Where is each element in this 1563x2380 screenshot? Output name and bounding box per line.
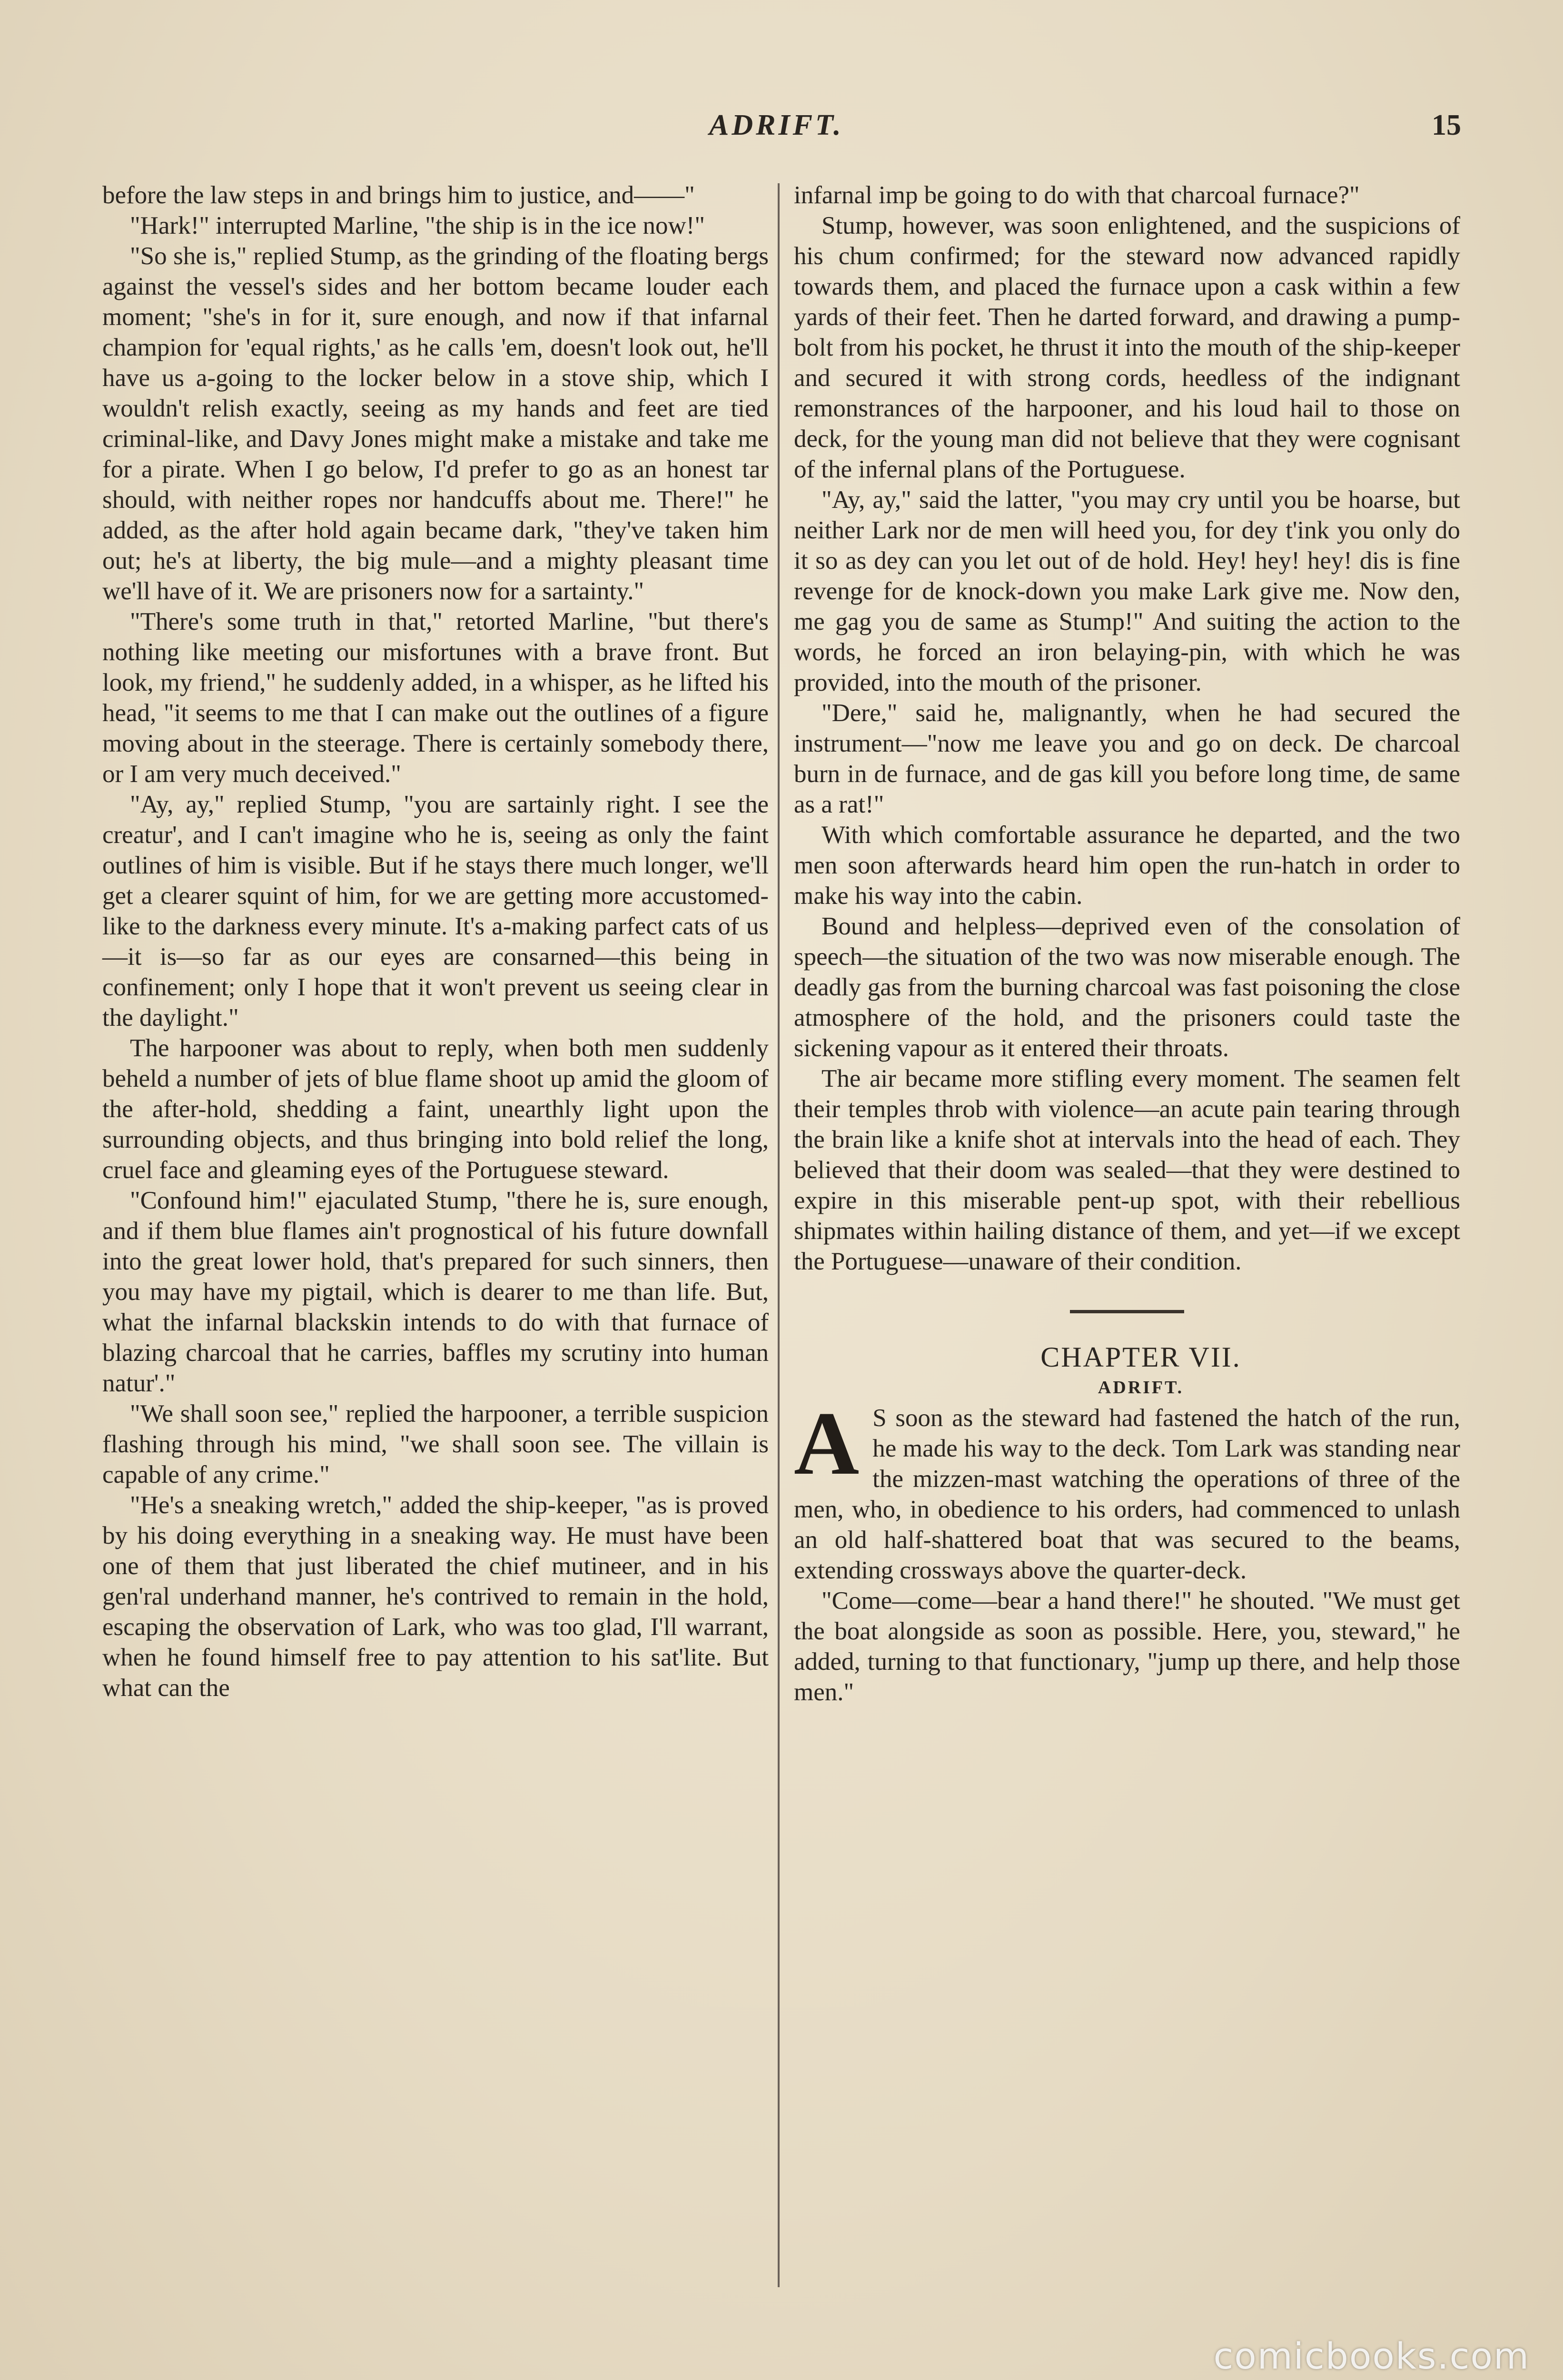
- left-column: [102, 180, 769, 1703]
- paragraph: before the law steps in and brings him to justice, and——": [102, 181, 695, 209]
- paragraph: "Confound him!" ejaculated Stump, "there he is, sure enough, and if them blue flames ain't prognostical of his future downfall into the great lower hold, that's prepared for such sinners, then you may have my pigtail, which is dearer to me than life. But, what the infarnal blackskin intends to do with that furnace of blazing charcoal that he carries, baffles my scrutiny into human natur'.": [102, 1187, 769, 1397]
- paragraph: Bound and helpless—deprived even of the consolation of speech—the situation of the two was now miserable enough. The deadly gas from the burning charcoal was fast poisoning the close atmosphere of the hold, and the prisoners could taste the sickening vapour as it entered their throats.: [794, 912, 1460, 1062]
- watermark: comicbooks.com: [1213, 2335, 1530, 2377]
- paragraph: "There's some truth in that," retorted Marline, "but there's nothing like meeting our misfortunes with a brave front. But look, my friend," he suddenly added, in a whisper, as he lifted his head, "it seems to me that I can make out the outlines of a figure moving about in the steerage. There is certainly somebody there, or I am very much deceived.": [102, 608, 769, 788]
- page-header: [100, 109, 1461, 161]
- paragraph: "Hark!" interrupted Marline, "the ship is in the ice now!": [130, 212, 705, 239]
- chapter-subtitle: ADRIFT.: [1098, 1378, 1184, 1398]
- paragraph: "So she is," replied Stump, as the grinding of the floating bergs against the vessel's sides and her bottom became louder each moment; "she's in for it, sure enough, and now if that infarnal champion for 'equal rights,' as he calls 'em, doesn't look out, he'll have us a-going to the locker below in a stove ship, which I wouldn't relish exactly, seeing as my hands and feet are tied criminal-like, and Davy Jones might make a mistake and take me for a pirate. When I go below, I'd prefer to go as an honest tar should, with neither ropes nor handcuffs about me. There!" he added, as the after hold again became dark, "they've taken him out; he's at liberty, the big mule—and a mighty pleasant time we'll have of it. We are prisoners now for a sartainty.": [102, 242, 769, 605]
- paragraph: Stump, however, was soon enlightened, and the suspicions of his chum confirmed; for the steward now advanced rapidly towards them, and placed the furnace upon a cask within a few yards of their feet. Then he darted forward, and drawing a pump-bolt from his pocket, he thrust it into the mouth of the ship-keeper and secured it with strong cords, heedless of the indignant remonstrances of the harpooner, and his loud hail to those on deck, for the young man did not believe that they were cognisant of the infernal plans of the Portuguese.: [794, 212, 1460, 483]
- paragraph: With which comfortable assurance he departed, and the two men soon afterwards heard him open the run-hatch in order to make his way into the cabin.: [794, 821, 1460, 910]
- paragraph: "Ay, ay," replied Stump, "you are sartainly right. I see the creatur', and I can't imagine who he is, seeing as only the faint outlines of him is visible. But if he stays there much longer, we'll get a clearer squint of him, for we are getting more accustomed-like to the darkness every minute. It's a-making parfect cats of us—it is—so far as our eyes are consarned—this being in confinement; only I hope that it won't prevent us seeing clear in the daylight.": [102, 791, 769, 1031]
- paragraph: The harpooner was about to reply, when both men suddenly beheld a number of jets of blue flame shoot up amid the gloom of the after-hold, shedding a faint, unearthly light upon the surrounding objects, and thus bringing into bold relief the long, cruel face and gleaming eyes of the Portuguese steward.: [102, 1034, 769, 1184]
- paragraph: "He's a sneaking wretch," added the ship-keeper, "as is proved by his doing everything in a sneaking way. He must have been one of them that just liberated the chief mutineer, and in his gen'ral underhand manner, he's contrived to remain in the hold, escaping the observation of Lark, who was too glad, I'll warrant, when he found himself free to pay attention to his sat'lite. But what can the: [102, 1491, 769, 1702]
- chapter-heading: CHAPTER VII.: [1040, 1341, 1241, 1373]
- page-number: 15: [1432, 109, 1461, 141]
- paragraph: "We shall soon see," replied the harpooner, a terrible suspicion flashing through his mind, "we shall soon see. The villain is capable of any crime.": [102, 1400, 769, 1488]
- chapter-opening-text: S soon as the steward had fastened the hatch of the run, he made his way to the deck. Tom Lark was standing near the mizzen-mast watching the operations of three of the men, who, in obedience to his orders, had commenced to unlash an old half-shattered boat that was secured to the beams, extending crossways above the quarter-deck.: [794, 1404, 1460, 1584]
- paragraph: The air became more stifling every moment. The seamen felt their temples throb with violence—an acute pain tearing through the brain like a knife shot at intervals into the head of each. They believed that their doom was sealed—that they were destined to expire in this miserable pent-up spot, with their rebellious shipmates within hailing distance of them, and yet—if we except the Portuguese—unaware of their condition.: [794, 1065, 1460, 1275]
- paragraph: "Ay, ay," said the latter, "you may cry until you be hoarse, but neither Lark nor de men will heed you, for dey t'ink you only do it so as dey can you let out of de hold. Hey! hey! hey! dis is fine revenge for de knock-down you make Lark give me. Now den, me gag you de same as Stump!" And suiting the action to the words, he forced an iron belaying-pin, with which he was provided, into the mouth of the prisoner.: [794, 486, 1460, 696]
- paragraph: "Dere," said he, malignantly, when he had secured the instrument—"now me leave you and go on deck. De charcoal burn in de furnace, and de gas kill you before long time, de same as a rat!": [794, 699, 1460, 818]
- chapter-opening-paragraph: [794, 1394, 1460, 1586]
- drop-cap: A: [794, 1394, 860, 1494]
- right-column: [794, 180, 1460, 1707]
- column-divider: [778, 183, 780, 2287]
- paragraph: infarnal imp be going to do with that charcoal furnace?": [794, 181, 1360, 209]
- section-rule: [1070, 1310, 1184, 1313]
- paragraph: "Come—come—bear a hand there!" he shouted. "We must get the boat alongside as soon as possible. Here, you, steward," he added, turning to that functionary, "jump up there, and help those men.": [794, 1587, 1460, 1706]
- running-title: ADRIFT.: [709, 109, 844, 141]
